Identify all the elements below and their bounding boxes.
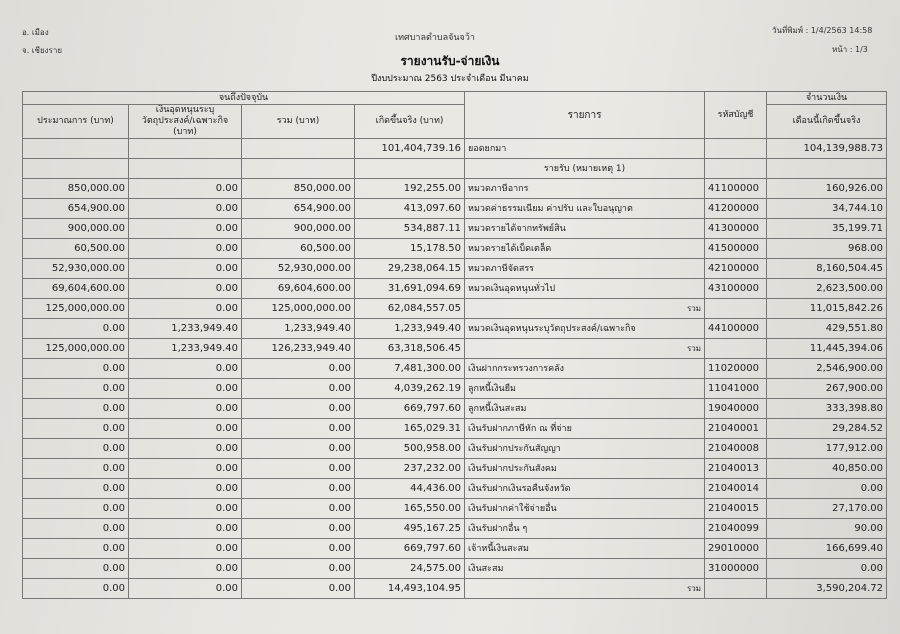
amount-cell: 90.00 [767,519,887,539]
table-row [23,399,887,419]
amount-cell: 29,284.52 [767,419,887,439]
account-cell: 44100000 [705,319,767,339]
estimate-cell: 0.00 [23,499,129,519]
item-cell: หมวดค่าธรรมเนียม ค่าปรับ และใบอนุญาต [465,199,705,219]
actual-cell [355,159,465,179]
account-cell: 31000000 [705,559,767,579]
actual-cell: 14,493,104.95 [355,579,465,599]
amount-cell [767,159,887,179]
item-cell: หมวดรายได้เบ็ดเตล็ด [465,239,705,259]
total-cell: 0.00 [242,559,355,579]
subsidy-cell: 0.00 [129,539,242,559]
actual-cell: 669,797.60 [355,399,465,419]
table-row [23,479,887,499]
account-cell [705,579,767,599]
amount-cell: 0.00 [767,479,887,499]
subsidy-cell: 0.00 [129,499,242,519]
item-cell: หมวดเงินอุดหนุนระบุวัตถุประสงค์/เฉพาะกิจ [465,319,705,339]
account-cell: 29010000 [705,539,767,559]
total-cell: 125,000,000.00 [242,299,355,319]
subsidy-cell: 0.00 [129,279,242,299]
estimate-cell: 0.00 [23,459,129,479]
amount-cell: 2,546,900.00 [767,359,887,379]
total-cell: 654,900.00 [242,199,355,219]
subsidy-cell [129,139,242,159]
item-cell: ยอดยกมา [465,139,705,159]
item-cell: เงินรับฝากอื่น ๆ [465,519,705,539]
total-cell: 52,930,000.00 [242,259,355,279]
item-cell: เงินรับฝากภาษีหัก ณ ที่จ่าย [465,419,705,439]
estimate-cell: 52,930,000.00 [23,259,129,279]
actual-cell: 413,097.60 [355,199,465,219]
amount-cell: 177,912.00 [767,439,887,459]
total-cell: 0.00 [242,399,355,419]
table-row [23,419,887,439]
report-subtitle: ปีงบประมาณ 2563 ประจำเดือน มีนาคม [371,74,529,84]
item-cell: หมวดภาษีอากร [465,179,705,199]
actual-cell: 24,575.00 [355,559,465,579]
estimate-cell: 69,604,600.00 [23,279,129,299]
actual-cell: 165,029.31 [355,419,465,439]
subsidy-cell: 0.00 [129,399,242,419]
item-cell: เงินรับฝากประกันสัญญา [465,439,705,459]
organization-name: เทศบาลตำบลจันจว้า [395,33,475,43]
estimate-cell [23,139,129,159]
estimate-cell: 0.00 [23,379,129,399]
table-row [23,379,887,399]
account-cell: 21040015 [705,499,767,519]
total-cell: 0.00 [242,519,355,539]
amount-cell: 160,926.00 [767,179,887,199]
account-cell: 21040099 [705,519,767,539]
item-cell: ลูกหนี้เงินยืม [465,379,705,399]
subsidy-cell: 0.00 [129,239,242,259]
estimate-cell: 0.00 [23,359,129,379]
total-cell: 900,000.00 [242,219,355,239]
table-row [23,499,887,519]
actual-cell: 500,958.00 [355,439,465,459]
account-cell [705,299,767,319]
table-row [23,139,887,159]
account-cell: 41200000 [705,199,767,219]
item-cell: รายรับ (หมายเหตุ 1) [465,159,705,179]
actual-cell: 62,084,557.05 [355,299,465,319]
subsidy-cell: 0.00 [129,559,242,579]
item-cell: รวม [465,579,705,599]
total-cell: 0.00 [242,359,355,379]
estimate-cell: 0.00 [23,539,129,559]
total-cell: 0.00 [242,439,355,459]
account-cell: 21040008 [705,439,767,459]
subsidy-cell: 0.00 [129,299,242,319]
account-cell: 41300000 [705,219,767,239]
estimate-cell: 0.00 [23,559,129,579]
account-cell: 11041000 [705,379,767,399]
actual-cell: 31,691,094.69 [355,279,465,299]
item-cell: เจ้าหนี้เงินสะสม [465,539,705,559]
amount-header-bottom: เดือนนี้เกิดขึ้นจริง [767,105,887,139]
actual-cell: 101,404,739.16 [355,139,465,159]
subsidy-cell: 0.00 [129,379,242,399]
account-cell [705,339,767,359]
total-header: รวม (บาท) [242,105,355,139]
table-row [23,279,887,299]
total-cell: 126,233,949.40 [242,339,355,359]
item-cell: หมวดเงินอุดหนุนทั่วไป [465,279,705,299]
total-cell: 850,000.00 [242,179,355,199]
actual-cell: 165,550.00 [355,499,465,519]
account-header: รหัสบัญชี [705,92,767,139]
subsidy-cell: 1,233,949.40 [129,339,242,359]
table-row [23,359,887,379]
table-row [23,519,887,539]
table-row [23,439,887,459]
item-cell: หมวดภาษีจัดสรร [465,259,705,279]
subsidy-cell: 0.00 [129,359,242,379]
subsidy-cell: 0.00 [129,519,242,539]
total-cell: 0.00 [242,499,355,519]
amount-cell: 333,398.80 [767,399,887,419]
subsidy-cell: 0.00 [129,479,242,499]
amount-cell: 3,590,204.72 [767,579,887,599]
account-cell: 11020000 [705,359,767,379]
item-cell: รวม [465,339,705,359]
actual-cell: 192,255.00 [355,179,465,199]
item-cell: เงินสะสม [465,559,705,579]
estimate-cell: 60,500.00 [23,239,129,259]
account-cell: 21040014 [705,479,767,499]
item-cell: เงินรับฝากค่าใช้จ่ายอื่น [465,499,705,519]
amount-cell: 35,199.71 [767,219,887,239]
account-cell [705,139,767,159]
table-total-row [23,299,887,319]
actual-cell: 15,178.50 [355,239,465,259]
subsidy-cell: 0.00 [129,419,242,439]
print-date: วันที่พิมพ์ : 1/4/2563 14:58 [772,26,873,35]
amount-cell: 34,744.10 [767,199,887,219]
estimate-cell: 0.00 [23,439,129,459]
total-cell: 0.00 [242,419,355,439]
subsidy-cell: 0.00 [129,439,242,459]
item-cell: ลูกหนี้เงินสะสม [465,399,705,419]
estimate-cell: 0.00 [23,519,129,539]
table-row [23,219,887,239]
report-title: รายงานรับ-จ่ายเงิน [400,54,500,68]
amount-cell: 0.00 [767,559,887,579]
table-row [23,319,887,339]
table-row [23,239,887,259]
estimate-cell: 850,000.00 [23,179,129,199]
subsidy-header: เงินอุดหนุนระบุวัตถุประสงค์/เฉพาะกิจ (บาท) [129,105,242,139]
estimate-cell [23,159,129,179]
actual-cell: 1,233,949.40 [355,319,465,339]
actual-cell: 29,238,064.15 [355,259,465,279]
item-cell: เงินรับฝากประกันสังคม [465,459,705,479]
actual-cell: 44,436.00 [355,479,465,499]
estimate-cell: 654,900.00 [23,199,129,219]
actual-cell: 4,039,262.19 [355,379,465,399]
table-total-row [23,579,887,599]
table-row [23,539,887,559]
subsidy-cell: 0.00 [129,459,242,479]
table-row [23,259,887,279]
amount-cell: 11,445,394.06 [767,339,887,359]
item-cell: รวม [465,299,705,319]
total-cell: 0.00 [242,459,355,479]
account-cell: 41100000 [705,179,767,199]
total-cell: 0.00 [242,579,355,599]
subsidy-cell: 0.00 [129,179,242,199]
total-cell: 0.00 [242,539,355,559]
total-cell: 60,500.00 [242,239,355,259]
amount-cell: 27,170.00 [767,499,887,519]
account-cell [705,159,767,179]
item-header: รายการ [465,92,705,139]
account-cell: 21040013 [705,459,767,479]
table-total-row [23,339,887,359]
amount-cell: 2,623,500.00 [767,279,887,299]
item-cell: หมวดรายได้จากทรัพย์สิน [465,219,705,239]
account-cell: 19040000 [705,399,767,419]
subsidy-cell [129,159,242,179]
total-cell [242,159,355,179]
subsidy-cell: 0.00 [129,579,242,599]
actual-cell: 237,232.00 [355,459,465,479]
receipt-payment-table [22,91,887,599]
amount-cell: 267,900.00 [767,379,887,399]
table-row [23,199,887,219]
district-label: อ. เมือง [22,28,49,37]
actual-cell: 534,887.11 [355,219,465,239]
table-row [23,459,887,479]
table-row [23,179,887,199]
amount-cell: 166,699.40 [767,539,887,559]
account-cell: 41500000 [705,239,767,259]
item-cell: เงินรับฝากเงินรอคืนจังหวัด [465,479,705,499]
amount-cell: 8,160,504.45 [767,259,887,279]
group-header: จนถึงปัจจุบัน [23,92,465,105]
amount-header-top: จำนวนเงิน [767,92,887,105]
total-cell: 1,233,949.40 [242,319,355,339]
amount-cell: 429,551.80 [767,319,887,339]
account-cell: 43100000 [705,279,767,299]
estimate-cell: 0.00 [23,479,129,499]
amount-cell: 968.00 [767,239,887,259]
actual-header: เกิดขึ้นจริง (บาท) [355,105,465,139]
amount-cell: 104,139,988.73 [767,139,887,159]
actual-cell: 495,167.25 [355,519,465,539]
actual-cell: 63,318,506.45 [355,339,465,359]
subsidy-cell: 0.00 [129,259,242,279]
total-cell: 0.00 [242,379,355,399]
subsidy-cell: 1,233,949.40 [129,319,242,339]
subsidy-cell: 0.00 [129,199,242,219]
total-cell: 69,604,600.00 [242,279,355,299]
account-cell: 21040001 [705,419,767,439]
estimate-cell: 0.00 [23,419,129,439]
estimate-cell: 0.00 [23,399,129,419]
subsidy-cell: 0.00 [129,219,242,239]
estimate-cell: 0.00 [23,319,129,339]
amount-cell: 11,015,842.26 [767,299,887,319]
estimate-cell: 0.00 [23,579,129,599]
total-cell [242,139,355,159]
table-row [23,559,887,579]
page-number: หน้า : 1/3 [832,45,868,54]
item-cell: เงินฝากกระทรวงการคลัง [465,359,705,379]
estimate-cell: 900,000.00 [23,219,129,239]
estimate-header: ประมาณการ (บาท) [23,105,129,139]
province-label: จ. เชียงราย [22,46,63,55]
estimate-cell: 125,000,000.00 [23,299,129,319]
total-cell: 0.00 [242,479,355,499]
actual-cell: 7,481,300.00 [355,359,465,379]
actual-cell: 669,797.60 [355,539,465,559]
estimate-cell: 125,000,000.00 [23,339,129,359]
amount-cell: 40,850.00 [767,459,887,479]
account-cell: 42100000 [705,259,767,279]
table-row [23,159,887,179]
